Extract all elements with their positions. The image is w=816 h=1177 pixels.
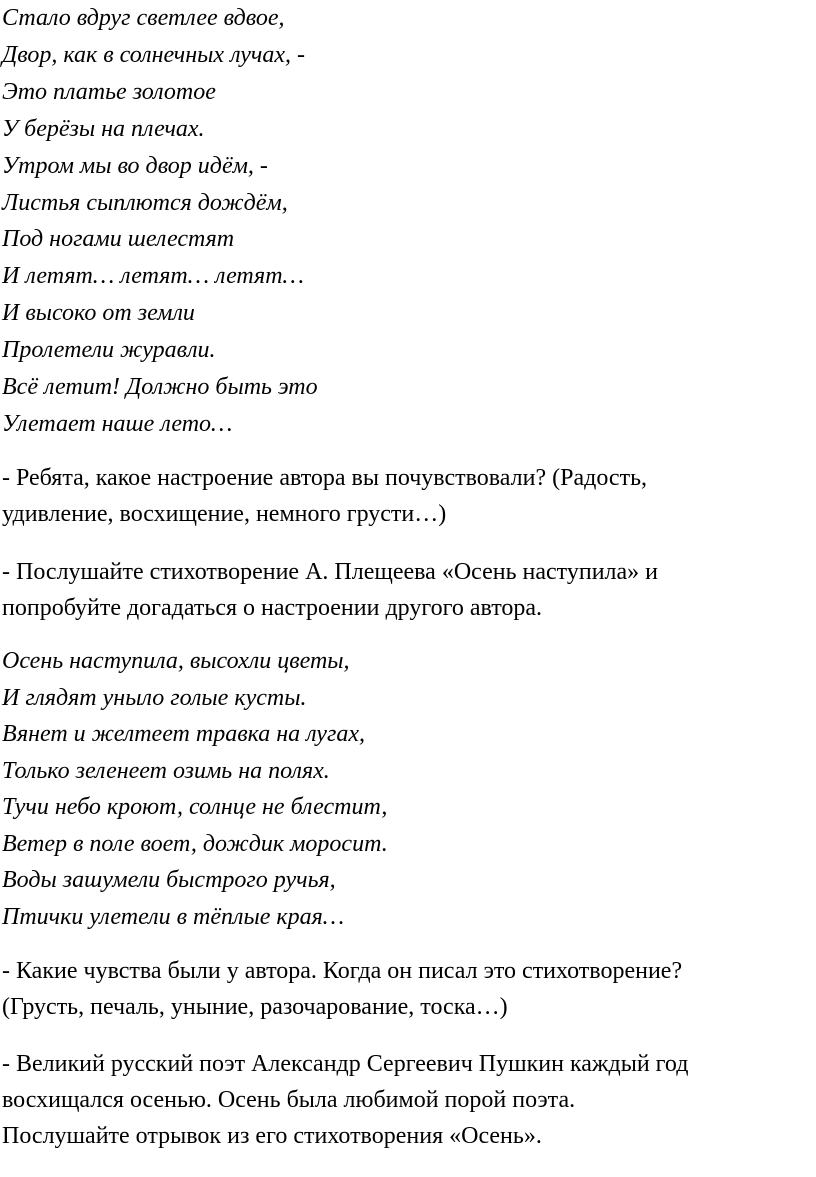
question-paragraph-mood xyxy=(2,460,647,532)
poem-line: Осень наступила, высохли цветы, xyxy=(2,648,350,674)
paragraph-line: попробуйте догадаться о настроении другого автора. xyxy=(2,595,543,621)
poem-line: Ветер в поле воет, дождик моросит. xyxy=(2,830,388,857)
paragraph-line: - Ребята, какое настроение автора вы почувствовали? (Радость, xyxy=(2,465,648,491)
instruction-paragraph-pushkin xyxy=(2,1046,688,1154)
poem-line: Улетает наше лето… xyxy=(2,410,233,437)
paragraph-line: Послушайте отрывок из его стихотворения «Осень». xyxy=(2,1123,542,1149)
poem-line: Это платье золотое xyxy=(2,78,216,105)
poem-line: Только зеленеет озимь на полях. xyxy=(2,757,330,784)
question-paragraph-feelings xyxy=(2,953,682,1025)
poem-line: И глядят уныло голые кусты. xyxy=(2,684,307,711)
poem-line: Стало вдруг светлее вдвое, xyxy=(2,5,285,31)
paragraph-line: (Грусть, печаль, уныние, разочарование, тоска…) xyxy=(2,994,508,1020)
poem-line: Под ногами шелестят xyxy=(2,226,235,253)
poem-line: Тучи небо кроют, солнце не блестит, xyxy=(2,794,388,820)
poem-autumn-birch xyxy=(2,0,318,443)
poem-line: У берёзы на плечах. xyxy=(2,115,205,142)
poem-line: И летят… летят… летят… xyxy=(2,263,304,290)
poem-line: Всё летит! Должно быть это xyxy=(2,374,318,401)
poem-line: Двор, как в солнечных лучах, - xyxy=(2,41,305,68)
poem-line: Утром мы во двор идём, - xyxy=(2,152,268,179)
instruction-paragraph-pleshcheev xyxy=(2,554,658,626)
poem-line: Пролетели журавли. xyxy=(2,337,216,364)
poem-line: Птички улетели в тёплые края… xyxy=(2,903,345,930)
poem-line: И высоко от земли xyxy=(2,300,195,327)
paragraph-line: удивление, восхищение, немного грусти…) xyxy=(2,501,447,527)
paragraph-line: - Великий русский поэт Александр Сергеевич Пушкин каждый год xyxy=(2,1051,689,1077)
paragraph-line: восхищался осенью. Осень была любимой порой поэта. xyxy=(2,1087,576,1113)
poem-autumn-pleshcheev xyxy=(2,643,388,935)
paragraph-line: - Послушайте стихотворение А. Плещеева «Осень наступила» и xyxy=(2,559,659,585)
poem-line: Воды зашумели быстрого ручья, xyxy=(2,867,336,893)
poem-line: Вянет и желтеет травка на лугах, xyxy=(2,721,365,747)
paragraph-line: - Какие чувства были у автора. Когда он писал это стихотворение? xyxy=(2,958,683,984)
poem-line: Листья сыплются дождём, xyxy=(2,189,288,216)
